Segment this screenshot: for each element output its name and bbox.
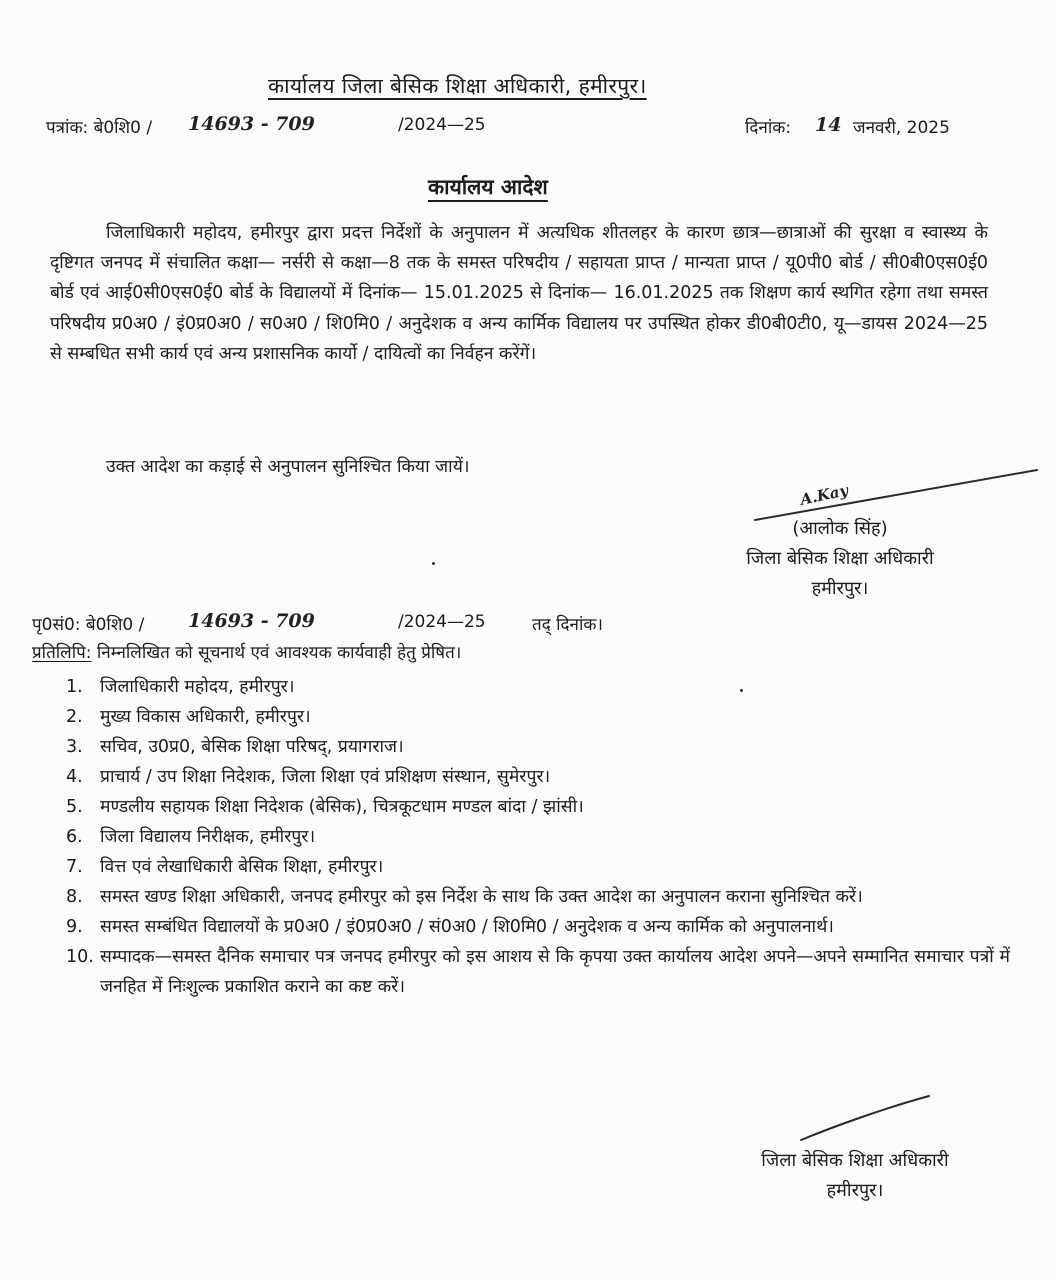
speck — [432, 562, 435, 565]
signatory-place: हमीरपुर। — [826, 1180, 884, 1201]
list-item: 7. वित्त एवं लेखाधिकारी बेसिक शिक्षा, हमीरपुर। — [66, 857, 384, 877]
list-item: 2. मुख्य विकास अधिकारी, हमीरपुर। — [66, 707, 311, 727]
date-month-year: जनवरी, 2025 — [853, 118, 950, 138]
signatory-name: (आलोक सिंह) — [792, 518, 888, 539]
copy-ref-year: /2024—25 — [398, 612, 486, 632]
compliance-instruction: उक्त आदेश का कड़ाई से अनुपालन सुनिश्चित किया जायें। — [106, 457, 470, 477]
ref-year: /2024—25 — [398, 115, 486, 135]
list-item: 4. प्राचार्य / उप शिक्षा निदेशक, जिला शिक्षा एवं प्रशिक्षण संस्थान, सुमेरपुर। — [66, 767, 551, 787]
signatory-designation: जिला बेसिक शिक्षा अधिकारी — [746, 548, 934, 569]
copy-to-label: प्रतिलिपि: — [32, 643, 92, 663]
copy-to-text: निम्नलिखित को सूचनार्थ एवं आवश्यक कार्यवाही हेतु प्रेषित। — [96, 643, 462, 663]
copy-ref-label: पृ0सं0: बे0शि0 / — [32, 615, 145, 635]
signatory-designation: जिला बेसिक शिक्षा अधिकारी — [761, 1150, 949, 1171]
ref-label: पत्रांक: बे0शि0 / — [46, 118, 153, 138]
order-body-paragraph: जिलाधिकारी महोदय, हमीरपुर द्वारा प्रदत्त निर्देशों के अनुपालन में अत्यधिक शीतलहर के कारण छात्र—छात्राओं की सुरक्षा व स्वास्थ्य के दृष्टिगत जनपद में संचालित कक्षा— नर्सरी से कक्षा—8 तक के समस्त परिषदीय / सहायता प्राप्त / मान्यता प्राप्त / यू0पी0 बोर्ड / सी0बी0एस0ई0 बोर्ड एवं आई0सी0एस0ई0 बोर्ड के विद्यालयों में दिनांक— 15.01.2025 से दिनांक— 16.01.2025 तक शिक्षण कार्य स्थगित रहेगा तथा समस्त परिषदीय प्र0अ0 / इं0प्र0अ0 / स0अ0 / शि0मि0 / अनुदेशक व अन्य कार्मिक विद्यालय पर उपस्थित होकर डी0बी0टी0, यू—डायस 2024—25 से सम्बधित सभी कार्य एवं अन्य प्रशासनिक कार्यो / दायित्वों का निर्वहन करेंगें। — [50, 223, 988, 364]
signature-block-1 — [700, 514, 980, 604]
date-label: दिनांक: — [745, 118, 792, 138]
copy-ref-date: तद् दिनांक। — [532, 615, 603, 635]
signature-stroke — [745, 462, 1045, 522]
list-item: 10. सम्पादक—समस्त दैनिक समाचार पत्र जनपद हमीरपुर को इस आशय से कि कृपया उक्त कार्यालय आदेश अपने—अपने सम्मानित समाचार पत्रों में जनहित में निःशुल्क प्रकाशित कराने का कष्ट करें। — [66, 947, 1010, 997]
signatory-place: हमीरपुर। — [811, 578, 869, 599]
office-title: कार्यालय जिला बेसिक शिक्षा अधिकारी, हमीरपुर। — [268, 74, 647, 98]
signature-block-2 — [710, 1146, 1000, 1206]
signature-stroke — [795, 1092, 935, 1144]
list-item: 5. मण्डलीय सहायक शिक्षा निदेशक (बेसिक), चित्रकूटधाम मण्डल बांदा / झांसी। — [66, 797, 584, 817]
copy-recipient-list — [60, 672, 1015, 1002]
order-title: कार्यालय आदेश — [428, 175, 548, 199]
copy-to-line — [32, 640, 461, 663]
list-item: 6. जिला विद्यालय निरीक्षक, हमीरपुर। — [66, 827, 316, 847]
list-item: 9. समस्त सम्बंधित विद्यालयों के प्र0अ0 / इं0प्र0अ0 / सं0अ0 / शि0मि0 / अनुदेशक व अन्य कार्मिक को अनुपालनार्थ। — [66, 917, 834, 937]
signature-initials: A.Kay — [798, 481, 850, 509]
list-item: 8. समस्त खण्ड शिक्षा अधिकारी, जनपद हमीरपुर को इस निर्देश के साथ कि उक्त आदेश का अनुपालन कराना सुनिश्चित करें। — [66, 887, 863, 907]
date-day-handwritten: 14 — [815, 114, 842, 136]
ref-number-handwritten: 14693 - 709 — [188, 113, 315, 135]
copy-ref-number-handwritten: 14693 - 709 — [188, 610, 315, 632]
list-item: 1. जिलाधिकारी महोदय, हमीरपुर। — [66, 677, 295, 697]
list-item: 3. सचिव, उ0प्र0, बेसिक शिक्षा परिषद्, प्रयागराज। — [66, 737, 404, 757]
